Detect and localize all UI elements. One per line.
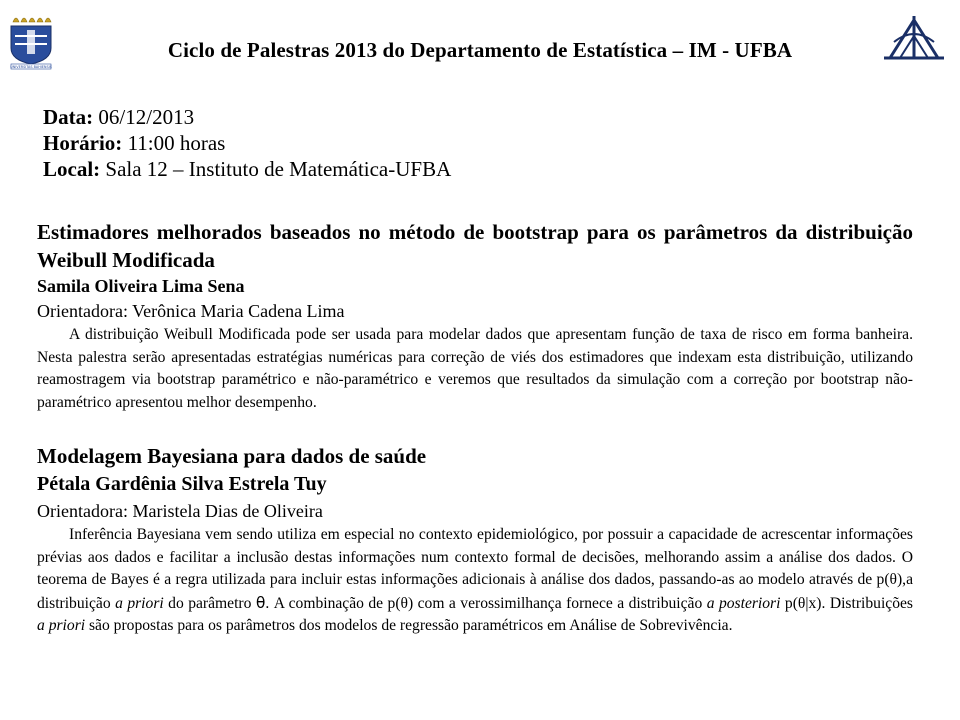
abstract-text: . A combinação de p(θ) com a verossimilhança fornece a distribuição	[265, 594, 707, 612]
place-row	[43, 156, 451, 182]
place-label: Local:	[43, 157, 101, 181]
date-label: Data:	[43, 105, 94, 129]
abstract-text: Inferência Bayesiana vem sendo utiliza em especial no contexto epidemiológico, por possuir a capacidade de acrescentar informações prévias aos dados e facilitar a inclusão destas informações num contexto formal de decisões, melhorando assim a análise dos dados. O teorema de Bayes é a regra utilizada para incluir estas informações adicionais à análise dos dados, passando-as ao modelo através de p(θ),a distribuição	[37, 526, 913, 612]
talk-2-abstract	[37, 524, 913, 638]
abstract-text: do parâmetro	[163, 594, 256, 612]
date-value: 06/12/2013	[98, 105, 195, 129]
abstract-italic-a-priori: a priori	[37, 617, 86, 635]
abstract-theta: θ	[255, 593, 266, 612]
place-value: Sala 12 – Instituto de Matemática-UFBA	[105, 157, 452, 181]
talk-2-advisor: Orientadora: Maristela Dias de Oliveira	[37, 501, 323, 521]
talk-1-title: Estimadores melhorados baseados no método de bootstrap para os parâmetros da distribuição Weibull Modificada	[37, 220, 913, 272]
talk-2	[37, 442, 913, 638]
talk-1-abstract: A distribuição Weibull Modificada pode ser usada para modelar dados que apresentam função de taxa de risco em forma banheira. Nesta palestra serão apresentadas estratégias numéricas para correção de viés dos estimadores que indexam esta distribuição, utilizando reamostragem via bootstrap paramétrico e não-paramétrico e veremos que resultados da simulação com a correção por bootstrap não-paramétrico apresentou melhor desempenho.	[37, 326, 913, 411]
abstract-text: p(θ|x). Distribuições	[780, 594, 913, 612]
ufba-logo-text: UNIVERSITAS BAHIENSIS	[10, 65, 52, 69]
time-value: 11:00 horas	[127, 131, 226, 155]
event-info	[43, 104, 451, 182]
abstract-italic-a-posteriori: a posteriori	[706, 594, 781, 612]
talk-2-author: Pétala Gardênia Silva Estrela Tuy	[37, 473, 327, 495]
talk-1-advisor: Orientadora: Verônica Maria Cadena Lima	[37, 301, 345, 321]
time-row	[43, 130, 451, 156]
header-title: Ciclo de Palestras 2013 do Departamento de Estatística – IM - UFBA	[167, 38, 793, 62]
talk-2-title: Modelagem Bayesiana para dados de saúde	[37, 444, 427, 468]
time-label: Horário:	[43, 131, 123, 155]
date-row	[43, 104, 451, 130]
talk-1	[37, 218, 913, 414]
abstract-italic-a-priori: a priori	[115, 594, 164, 612]
talk-1-author: Samila Oliveira Lima Sena	[37, 276, 245, 296]
abstract-text: são propostas para os parâmetros dos modelos de regressão paramétricos em Análise de Sobrevivência.	[85, 617, 733, 635]
